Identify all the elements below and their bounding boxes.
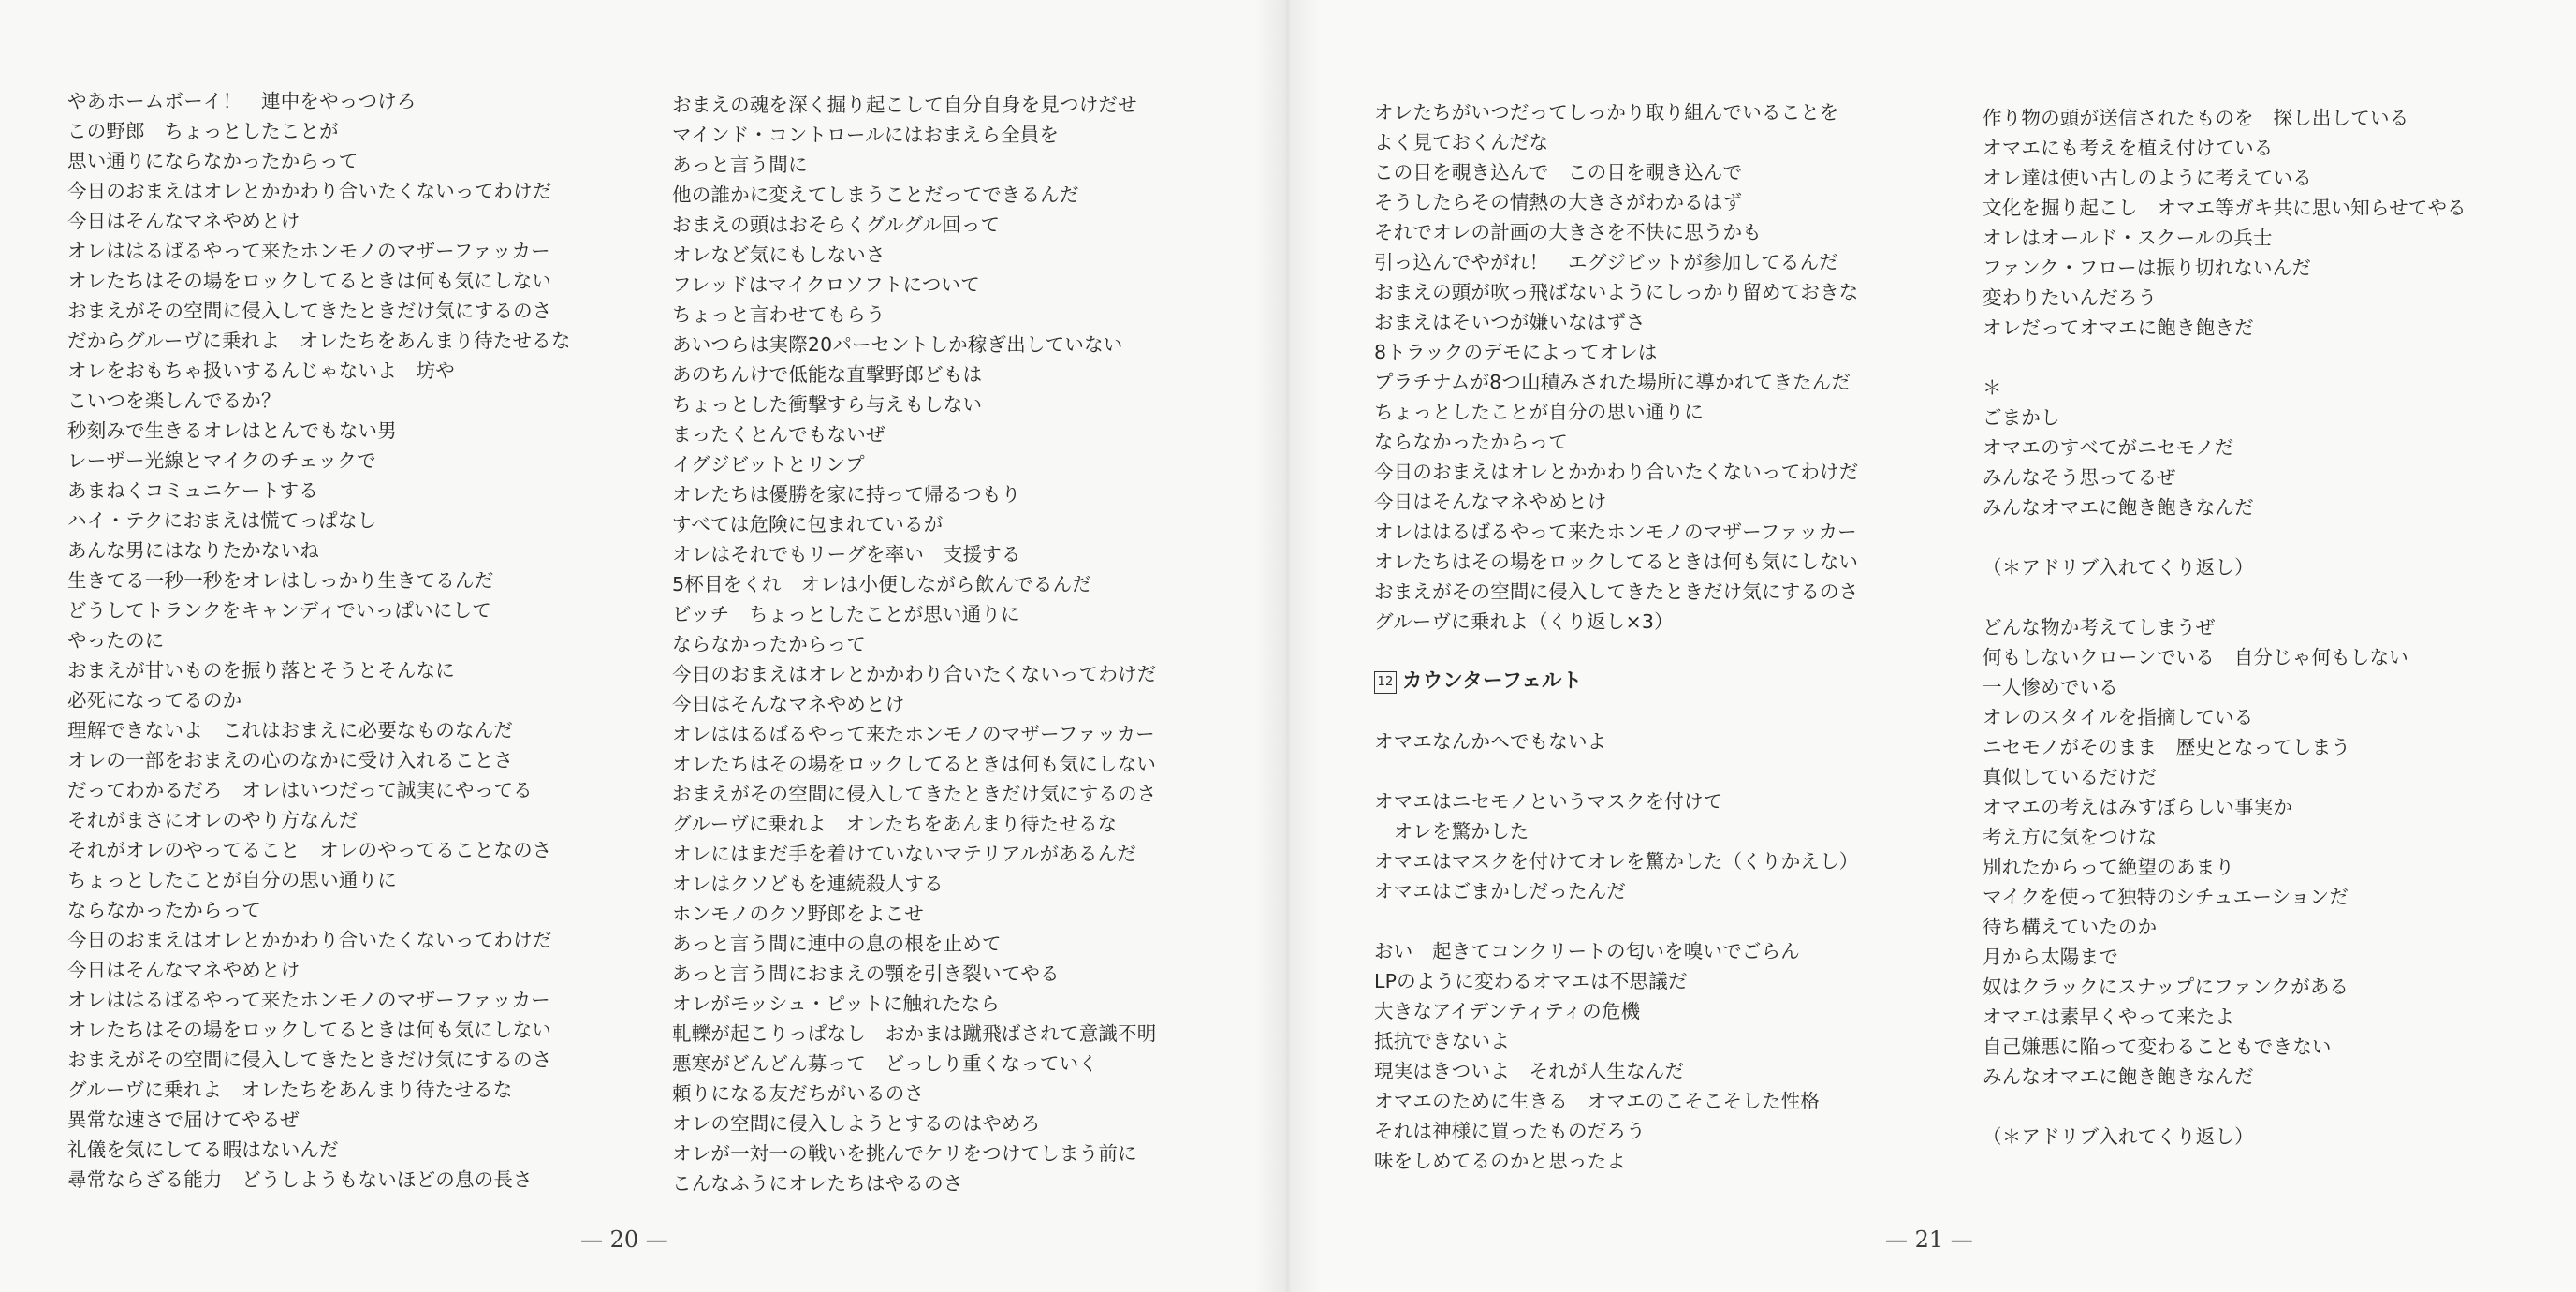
lyric-line: 生きてる一秒一秒をオレはしっかり生きてるんだ: [67, 569, 494, 592]
lyric-line: 他の誰かに変えてしまうことだってできるんだ: [672, 184, 1079, 206]
lyric-line: オレたちはその場をロックしてるときは何も気にしない: [1374, 551, 1859, 573]
lyric-line: オレの空間に侵入しようとするのはやめろ: [672, 1112, 1041, 1135]
blank-line: [1983, 522, 2466, 552]
lyric-line: 今日のおまえはオレとかかわり合いたくないってわけだ: [1374, 461, 1859, 483]
lyric-line: 今日のおまえはオレとかかわり合いたくないってわけだ: [67, 180, 552, 202]
lyric-line: それは神様に買ったものだろう: [1374, 1120, 1646, 1142]
lyric-line: オレたちはその場をロックしてるときは何も気にしない: [67, 1019, 552, 1041]
lyric-line: ちょっと言わせてもらう: [672, 303, 886, 326]
lyric-line: 今日のおまえはオレとかかわり合いたくないってわけだ: [67, 929, 552, 951]
lyric-line: 今日はそんなマネやめとけ: [67, 959, 300, 981]
lyric-line: 奴はクラックにスナップにファンクがある: [1983, 976, 2349, 998]
lyric-line: オレはそれでもリーグを率い 支援する: [672, 543, 1021, 565]
lyric-line: よく見ておくんだな: [1374, 131, 1549, 154]
lyric-line: おまえがその空間に侵入してきたときだけ気にするのさ: [1374, 580, 1859, 603]
lyric-line: あっと言う間に: [672, 154, 808, 176]
lyric-line: （＊アドリブ入れてくり返し）: [1983, 1125, 2254, 1148]
lyric-line: だってわかるだろ オレはいつだって誠実にやってる: [67, 779, 533, 801]
lyric-line: おまえの頭が吹っ飛ばないようにしっかり留めておきな: [1374, 281, 1859, 303]
lyric-line: だからグルーヴに乗れよ オレたちをあんまり待たせるな: [67, 330, 571, 352]
lyric-line: 月から太陽まで: [1983, 946, 2118, 968]
lyric-line: 軋轢が起こりっぱなし おかまは蹴飛ばされて意識不明: [672, 1022, 1157, 1045]
lyric-line: オレはクソどもを連続殺人する: [672, 873, 944, 895]
lyric-line: ホンモノのクソ野郎をよこせ: [672, 903, 924, 925]
lyric-line: （＊アドリブ入れてくり返し）: [1983, 556, 2254, 579]
lyric-line: ニセモノがそのまま 歴史となってしまう: [1983, 736, 2351, 758]
lyric-line: オレはオールド・スクールの兵士: [1983, 227, 2273, 249]
lyric-line: 待ち構えていたのか: [1983, 916, 2158, 938]
lyric-line: グルーヴに乗れよ オレたちをあんまり待たせるな: [672, 813, 1118, 835]
lyric-line: ならなかったからって: [672, 633, 866, 655]
lyric-line: フレッドはマイクロソフトについて: [672, 273, 980, 296]
lyric-line: 別れたからって絶望のあまり: [1983, 856, 2235, 878]
lyric-line: みんなオマエに飽き飽きなんだ: [1983, 496, 2254, 519]
lyric-line: やったのに: [67, 629, 165, 652]
lyric-line: オマエのすべてがニセモノだ: [1983, 436, 2234, 459]
blank-line: [1374, 756, 1859, 786]
lyric-line: オレがモッシュ・ピットに触れたなら: [672, 992, 1001, 1015]
lyric-line: あまねくコミュニケートする: [67, 479, 319, 502]
lyric-line: オレにはまだ手を着けていないマテリアルがあるんだ: [672, 843, 1136, 865]
lyric-line: オマエの考えはみすぼらしい事実か: [1983, 796, 2293, 818]
lyric-line: オマエはニセモノというマスクを付けて: [1374, 790, 1723, 813]
lyric-line: 抵抗できないよ: [1374, 1030, 1510, 1052]
lyric-line: 必死になってるのか: [67, 689, 242, 712]
lyric-line: 頼りになる友だちがいるのさ: [672, 1082, 925, 1105]
lyric-line: グルーヴに乗れよ オレたちをあんまり待たせるな: [67, 1079, 513, 1101]
lyric-line: オレははるばるやって来たホンモノのマザーファッカー: [672, 723, 1155, 745]
lyric-line: 変わりたいんだろう: [1983, 286, 2158, 309]
lyric-line: LPのように変わるオマエは不思議だ: [1374, 970, 1688, 992]
lyric-line: オマエはマスクを付けてオレを驚かした（くりかえし）: [1374, 850, 1859, 873]
lyric-line: 何もしないクローンでいる 自分じゃ何もしない: [1983, 646, 2408, 668]
lyric-line: ちょっとしたことが自分の思い通りに: [67, 869, 397, 891]
lyric-line: オレをおもちゃ扱いするんじゃないよ 坊や: [67, 360, 455, 382]
lyric-line: あいつらは実際20パーセントしか稼ぎ出していない: [672, 333, 1123, 356]
lyrics-column-2: [672, 90, 1157, 1198]
lyric-line: 一人惨めでいる: [1983, 676, 2118, 698]
page-number-right: — 21 —: [1885, 1226, 1973, 1253]
lyric-line: イグジビットとリンプ: [672, 453, 865, 476]
blank-line: [1374, 637, 1859, 667]
page-number-left: — 20 —: [580, 1226, 668, 1253]
lyric-line: 理解できないよ これはおまえに必要なものなんだ: [67, 719, 514, 741]
lyric-line: どうしてトランクをキャンディでいっぱいにして: [67, 599, 491, 622]
lyric-line: オマエはごまかしだったんだ: [1374, 880, 1627, 903]
lyric-line: あのちんけで低能な直撃野郎どもは: [672, 363, 983, 386]
lyric-line: オレを驚かした: [1374, 820, 1530, 843]
lyric-line: みんなオマエに飽き飽きなんだ: [1983, 1065, 2254, 1088]
lyric-line: 考え方に気をつけな: [1983, 826, 2158, 848]
lyric-line: 作り物の頭が送信されたものを 探し出している: [1983, 107, 2409, 129]
lyric-line: オレが一対一の戦いを挑んでケリをつけてしまう前に: [672, 1142, 1137, 1165]
lyric-line: おまえがその空間に侵入してきたときだけ気にするのさ: [672, 783, 1157, 805]
lyric-line: ならなかったからって: [67, 899, 261, 921]
lyric-line: 異常な速さで届けてやるぜ: [67, 1108, 300, 1131]
lyric-line: こいつを楽しんでるか？: [67, 389, 281, 412]
lyric-line: 大きなアイデンティティの危機: [1374, 1000, 1641, 1022]
lyric-line: それでオレの計画の大きさを不快に思うかも: [1374, 221, 1762, 243]
lyric-line: 5杯目をくれ オレは小便しながら飲んでるんだ: [672, 573, 1091, 595]
lyric-line: 味をしめてるのかと思ったよ: [1374, 1150, 1627, 1172]
lyrics-column-3: [1374, 97, 1859, 1176]
song-heading: [1374, 667, 1859, 697]
lyric-line: オレははるばるやって来たホンモノのマザーファッカー: [67, 240, 550, 262]
lyric-line: オレだってオマエに飽き飽きだ: [1983, 316, 2254, 339]
lyric-line: オレたちは優勝を家に持って帰るつもり: [672, 483, 1021, 506]
lyric-line: オレなど気にもしないさ: [672, 243, 886, 266]
blank-line: [1983, 582, 2466, 612]
lyric-line: やあホームボーイ！ 連中をやっつけろ: [67, 90, 417, 112]
lyric-line: オレたちはその場をロックしてるときは何も気にしない: [67, 270, 552, 292]
lyric-line: みんなそう思ってるぜ: [1983, 466, 2176, 489]
lyric-line: おまえの頭はおそらくグルグル回って: [672, 213, 1001, 236]
blank-line: [1983, 1092, 2466, 1122]
lyric-line: おまえがその空間に侵入してきたときだけ気にするのさ: [67, 300, 552, 322]
lyric-line: オマエは素早くやって来たよ: [1983, 1006, 2235, 1028]
lyric-line: あんな男にはなりたかないね: [67, 539, 320, 562]
lyric-line: オレたちはその場をロックしてるときは何も気にしない: [672, 753, 1157, 775]
lyric-line: この野郎 ちょっとしたことが: [67, 120, 339, 142]
lyric-line: 今日はそんなマネやめとけ: [67, 210, 300, 232]
lyric-line: グルーヴに乗れよ（くり返し×3）: [1374, 610, 1674, 633]
lyric-line: マインド・コントロールにはおまえら全員を: [672, 124, 1060, 146]
lyric-line: ビッチ ちょっとしたことが思い通りに: [672, 603, 1020, 625]
lyric-line: 真似しているだけだ: [1983, 766, 2158, 788]
lyric-line: あっと言う間に連中の息の根を止めて: [672, 932, 1002, 955]
lyric-line: 礼儀を気にしてる暇はないんだ: [67, 1138, 339, 1161]
blank-line: [1374, 906, 1859, 936]
lyric-line: ちょっとした衝撃すら与えもしない: [672, 393, 983, 416]
lyric-line: ハイ・テクにおまえは慌てっぱなし: [67, 509, 377, 532]
lyric-line: ごまかし: [1983, 406, 2060, 429]
lyric-line: 今日のおまえはオレとかかわり合いたくないってわけだ: [672, 663, 1157, 685]
lyric-line: オレ達は使い古しのように考えている: [1983, 167, 2312, 189]
lyric-line: おまえが甘いものを振り落とそうとそんなに: [67, 659, 455, 682]
lyric-line: 尋常ならざる能力 どうしようもないほどの息の長さ: [67, 1168, 533, 1191]
lyric-line: レーザー光線とマイクのチェックで: [67, 449, 376, 472]
lyric-line: こんなふうにオレたちはやるのさ: [672, 1172, 963, 1195]
lyric-line: おまえはそいつが嫌いなはずさ: [1374, 311, 1646, 333]
lyric-line: オマエのために生きる オマエのこそこそした性格: [1374, 1090, 1821, 1112]
lyric-line: 自己嫌悪に陥って変わることもできない: [1983, 1035, 2332, 1058]
lyric-line: それがオレのやってること オレのやってることなのさ: [67, 839, 552, 861]
lyric-line: オレははるばるやって来たホンモノのマザーファッカー: [1374, 521, 1857, 543]
lyric-line: オレははるばるやって来たホンモノのマザーファッカー: [67, 989, 550, 1011]
lyric-line: オレたちがいつだってしっかり取り組んでいることを: [1374, 101, 1839, 124]
lyric-line: あっと言う間におまえの顎を引き裂いてやる: [672, 962, 1060, 985]
lyric-line: 現実はきついよ それが人生なんだ: [1374, 1060, 1685, 1082]
lyric-line: ちょっとしたことが自分の思い通りに: [1374, 401, 1704, 423]
lyric-line: プラチナムが8つ山積みされた場所に導かれてきたんだ: [1374, 371, 1852, 393]
lyric-line: オレのスタイルを指摘している: [1983, 706, 2254, 728]
lyric-line: 今日はそんなマネやめとけ: [1374, 491, 1607, 513]
lyric-line: おい 起きてコンクリートの匂いを嗅いでごらん: [1374, 940, 1800, 962]
song-title: カウンターフェルト: [1402, 669, 1583, 693]
lyric-line: オレの一部をおまえの心のなかに受け入れることさ: [67, 749, 514, 771]
lyric-line: この目を覗き込んで この目を覗き込んで: [1374, 161, 1743, 184]
lyric-line: まったくとんでもないぜ: [672, 423, 886, 446]
lyric-line: すべては危険に包まれているが: [672, 513, 944, 536]
lyric-line: ならなかったからって: [1374, 431, 1568, 453]
lyric-line: 悪寒がどんどん募って どっしり重くなっていく: [672, 1052, 1098, 1075]
lyric-line: 秒刻みで生きるオレはとんでもない男: [67, 419, 397, 442]
track-number-badge: 12: [1374, 671, 1397, 694]
lyric-line: ファンク・フローは振り切れないんだ: [1983, 257, 2312, 279]
lyric-line: 文化を掘り起こし オマエ等ガキ共に思い知らせてやる: [1983, 197, 2466, 219]
lyric-line: 今日はそんなマネやめとけ: [672, 693, 905, 715]
lyric-line: オマエなんかへでもないよ: [1374, 730, 1607, 753]
lyric-line: おまえの魂を深く掘り起こして自分自身を見つけだせ: [672, 94, 1137, 116]
lyric-line: それがまさにオレのやり方なんだ: [67, 809, 359, 831]
blank-line: [1374, 697, 1859, 727]
lyric-line: オマエにも考えを植え付けている: [1983, 137, 2274, 159]
lyric-line: 8トラックのデモによってオレは: [1374, 341, 1658, 363]
lyric-line: 引っ込んでやがれ！ エグジビットが参加してるんだ: [1374, 251, 1838, 273]
blank-line: [1983, 343, 2466, 373]
lyrics-column-4: [1983, 103, 2466, 1152]
lyric-line: ＊: [1983, 376, 2002, 399]
lyrics-column-1: [67, 86, 571, 1195]
lyric-line: どんな物か考えてしまうぜ: [1983, 616, 2216, 639]
lyric-line: マイクを使って独特のシチュエーションだ: [1983, 886, 2349, 908]
lyric-line: 思い通りにならなかったからって: [67, 150, 359, 172]
lyric-line: そうしたらその情熱の大きさがわかるはず: [1374, 191, 1743, 213]
lyric-line: おまえがその空間に侵入してきたときだけ気にするのさ: [67, 1049, 552, 1071]
